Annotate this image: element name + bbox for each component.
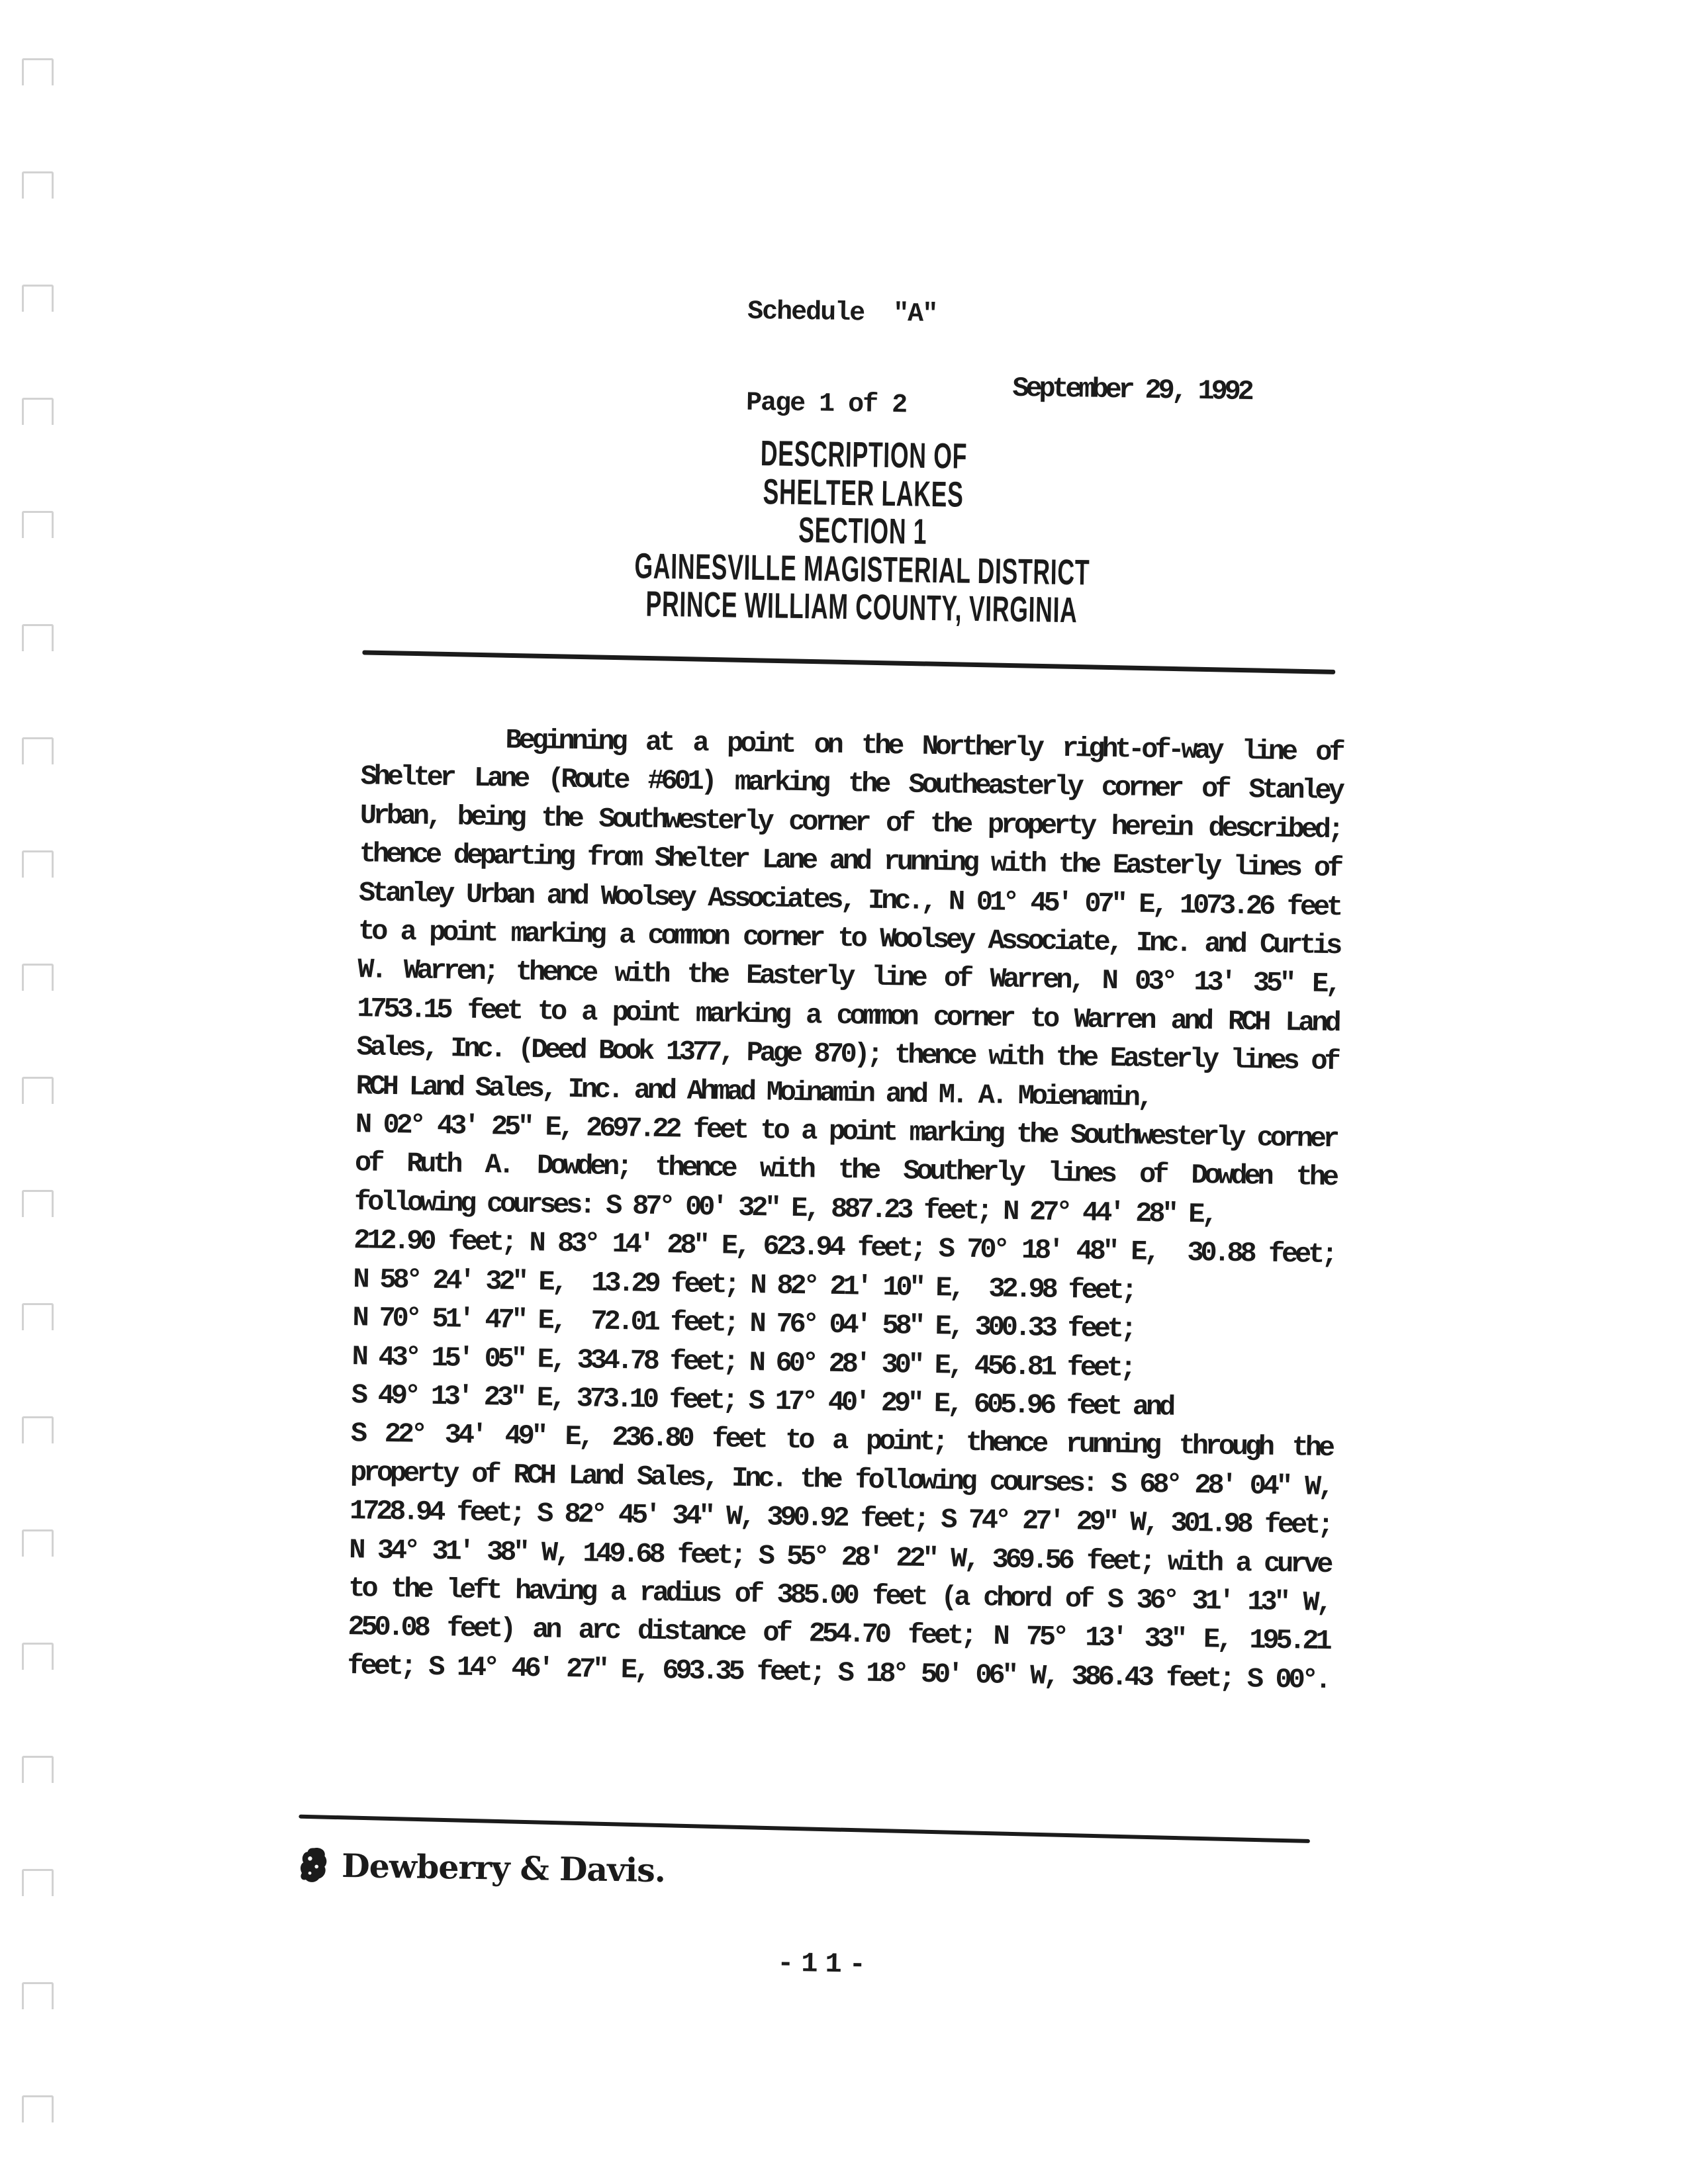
- title-line-shelter-lakes: SHELTER LAKES: [763, 471, 964, 515]
- page-number: -11-: [776, 1947, 874, 1981]
- title-separator-rule: [362, 650, 1335, 674]
- body-line: 1753.15 feet to a point marking a common corner to Warren and RCH Land: [357, 993, 1338, 1039]
- dewberry-davis-logo-icon: [299, 1846, 329, 1884]
- page-count-label: Page 1 of 2: [745, 388, 907, 421]
- body-line: S 49° 13' 23" E, 373.10 feet; S 17° 40' 29" E, 605.96 feet and: [351, 1379, 1173, 1424]
- body-line: Urban, being the Southwesterly corner of the property herein described;: [359, 799, 1341, 846]
- body-line: following courses: S 87° 00' 32" E, 887.23 feet; N 27° 44' 28" E,: [353, 1186, 1215, 1231]
- body-line: thence departing from Shelter Lane and running with the Easterly lines of: [359, 838, 1341, 885]
- body-line: Beginning at a point on the Northerly right-of-way line of: [505, 724, 1342, 769]
- title-line-section: SECTION 1: [798, 510, 927, 552]
- body-line: Stanley Urban and Woolsey Associates, Inc., N 01° 45' 07" E, 1073.26 feet: [358, 876, 1340, 923]
- body-line: to the left having a radius of 385.00 feet (a chord of S 36° 31' 13" W,: [348, 1572, 1330, 1619]
- dewberry-davis-logo: [299, 1846, 666, 1889]
- body-line: 250.08 feet) an arc distance of 254.70 feet; N 75° 13' 33" E, 195.21: [348, 1611, 1329, 1658]
- body-line: S 22° 34' 49" E, 236.80 feet to a point; thence running through the: [350, 1418, 1333, 1465]
- body-line: N 02° 43' 25" E, 2697.22 feet to a point marking the Southwesterly corner: [355, 1109, 1337, 1156]
- body-line: Sales, Inc. (Deed Book 1377, Page 870); thence with the Easterly lines of: [356, 1031, 1338, 1078]
- body-line: N 70° 51' 47" E, 72.01 feet; N 76° 04' 58" E, 300.33 feet;: [352, 1302, 1134, 1345]
- document-title-block: [365, 429, 1360, 634]
- body-line: N 43° 15' 05" E, 334.78 feet; N 60° 28' 30" E, 456.81 feet;: [352, 1340, 1134, 1385]
- body-line: to a point marking a common corner to Woolsey Associate, Inc. and Curtis: [357, 915, 1340, 962]
- schedule-label: Schedule "A": [747, 296, 937, 330]
- body-line: 212.90 feet; N 83° 14' 28" E, 623.94 feet; S 70° 18' 48" E, 30.88 feet;: [353, 1224, 1335, 1271]
- body-line: RCH Land Sales, Inc. and Ahmad Moinamin and M. A. Moienamin,: [355, 1069, 1151, 1114]
- body-line: of Ruth A. Dowden; thence with the Southerly lines of Dowden the: [354, 1147, 1336, 1194]
- body-line: N 34° 31' 38" W, 149.68 feet; S 55° 28' 22" W, 369.56 feet; with a curve: [348, 1533, 1331, 1580]
- title-line-description-of: DESCRIPTION OF: [760, 433, 968, 477]
- body-line: property of RCH Land Sales, Inc. the following courses: S 68° 28' 04" W,: [350, 1456, 1332, 1503]
- body-line: N 58° 24' 32" E, 13.29 feet; N 82° 21' 10" E, 32.98 feet;: [353, 1263, 1135, 1307]
- body-line: W. Warren; thence with the Easterly line of Warren, N 03° 13' 35" E,: [357, 954, 1339, 1001]
- legal-description-text: [347, 719, 1342, 1700]
- body-line: 1728.94 feet; S 82° 45' 34" W, 390.92 feet; S 74° 27' 29" W, 301.98 feet;: [349, 1495, 1331, 1542]
- title-line-district: GAINESVILLE MAGISTERIAL DISTRICT: [634, 545, 1090, 593]
- footer-separator-rule: [299, 1815, 1310, 1843]
- body-line: Shelter Lane (Route #601) marking the Southeasterly corner of Stanley: [360, 760, 1342, 807]
- document-date: September 29, 1992: [1012, 372, 1251, 408]
- title-line-county: PRINCE WILLIAM COUNTY, VIRGINIA: [645, 584, 1078, 631]
- body-line: feet; S 14° 46' 27" E, 693.35 feet; S 18° 50' 06" W, 386.43 feet; S 00°.: [347, 1649, 1329, 1696]
- dewberry-davis-logo-text: Dewberry & Davis.: [341, 1846, 666, 1890]
